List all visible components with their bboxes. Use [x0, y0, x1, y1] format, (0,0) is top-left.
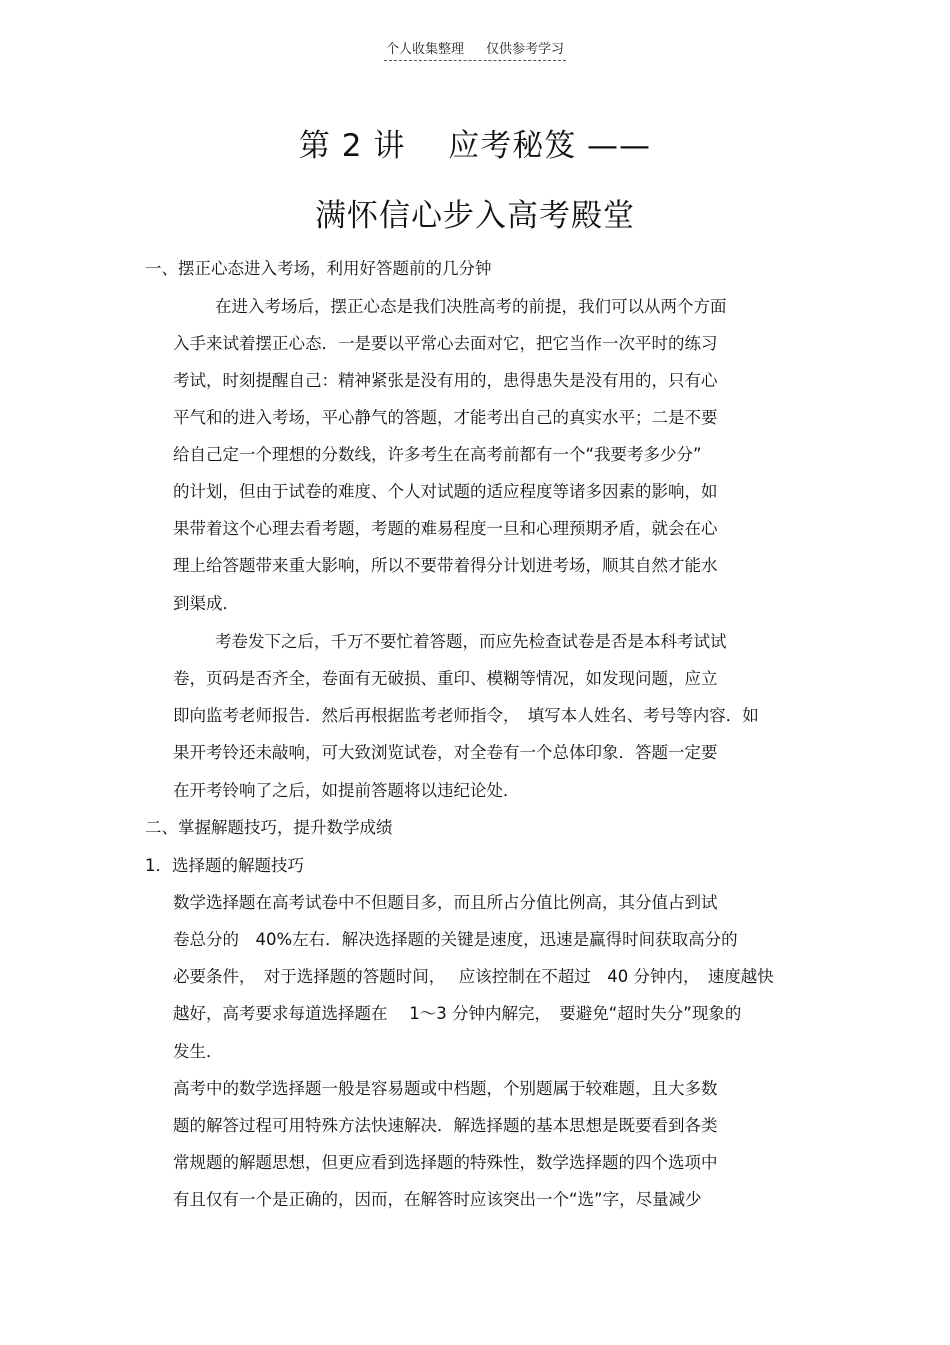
- paragraph-line: 越好，高考要求每道选择题在 1～3 分钟内解完， 要避免“超时失分”现象的: [173, 1004, 742, 1023]
- paragraph-line: 果开考铃还未敲响，可大致浏览试卷，对全卷有一个总体印象．答题一定要: [173, 743, 718, 762]
- page-header: [0, 38, 950, 61]
- title-line-1: 第 2 讲 应考秘笈 ——: [298, 128, 652, 164]
- paragraph-line: 在进入考场后，摆正心态是我们决胜高考的前提，我们可以从两个方面: [215, 297, 727, 316]
- paragraph-line: 有且仅有一个是正确的，因而，在解答时应该突出一个“选”字，尽量减少: [173, 1190, 702, 1209]
- paragraph-line: 入手来试着摆正心态．一是要以平常心去面对它，把它当作一次平时的练习: [173, 334, 718, 353]
- header-text: [384, 38, 566, 61]
- paragraph-line: 数学选择题在高考试卷中不但题目多，而且所占分值比例高，其分值占到试: [173, 893, 718, 912]
- paragraph-line: 必要条件， 对于选择题的答题时间， 应该控制在不超过 40 分钟内， 速度越快: [173, 967, 774, 986]
- subsection-heading: 1．选择题的解题技巧: [145, 856, 304, 875]
- paragraph-line: 平气和的进入考场，平心静气的答题，才能考出自己的真实水平；二是不要: [173, 408, 718, 427]
- section-heading-2: 二、掌握解题技巧，提升数学成绩: [145, 818, 393, 837]
- paragraph-line: 到渠成．: [173, 594, 239, 613]
- paragraph-line: 的计划，但由于试卷的难度、个人对试题的适应程度等诸多因素的影响，如: [173, 482, 718, 501]
- paragraph-line: 理上给答题带来重大影响，所以不要带着得分计划进考场，顺其自然才能水: [173, 556, 718, 575]
- paragraph-line: 高考中的数学选择题一般是容易题或中档题，个别题属于较难题，且大多数: [173, 1079, 718, 1098]
- paragraph-line: 即向监考老师报告．然后再根据监考老师指令， 填写本人姓名、考号等内容．如: [173, 706, 759, 725]
- header-left: 个人收集整理: [385, 42, 464, 57]
- paragraph-line: 常规题的解题思想，但更应看到选择题的特殊性，数学选择题的四个选项中: [173, 1153, 718, 1172]
- paragraph-line: 在开考铃响了之后，如提前答题将以违纪论处．: [173, 781, 520, 800]
- paragraph-line: 果带着这个心理去看考题，考题的难易程度一旦和心理预期矛盾，就会在心: [173, 519, 718, 538]
- paragraph-line: 考试，时刻提醒自己：精神紧张是没有用的，患得患失是没有用的，只有心: [173, 371, 718, 390]
- title-line-2: 满怀信心步入高考殿堂: [315, 198, 635, 234]
- paragraph-line: 考卷发下之后，千万不要忙着答题，而应先检查试卷是否是本科考试试: [215, 632, 727, 651]
- paragraph-line: 题的解答过程可用特殊方法快速解决．解选择题的基本思想是既要看到各类: [173, 1116, 718, 1135]
- section-heading-1: 一、摆正心态进入考场，利用好答题前的几分钟: [145, 259, 492, 278]
- paragraph-line: 发生．: [173, 1042, 223, 1061]
- paragraph-line: 卷总分的 40%左右．解决选择题的关键是速度，迅速是赢得时间获取高分的: [173, 930, 738, 949]
- paragraph-line: 给自己定一个理想的分数线，许多考生在高考前都有一个“我要考多少分”: [173, 445, 702, 464]
- header-right: 仅供参考学习: [486, 42, 565, 57]
- paragraph-line: 卷，页码是否齐全，卷面有无破损、重印、模糊等情况，如发现问题，应立: [173, 669, 718, 688]
